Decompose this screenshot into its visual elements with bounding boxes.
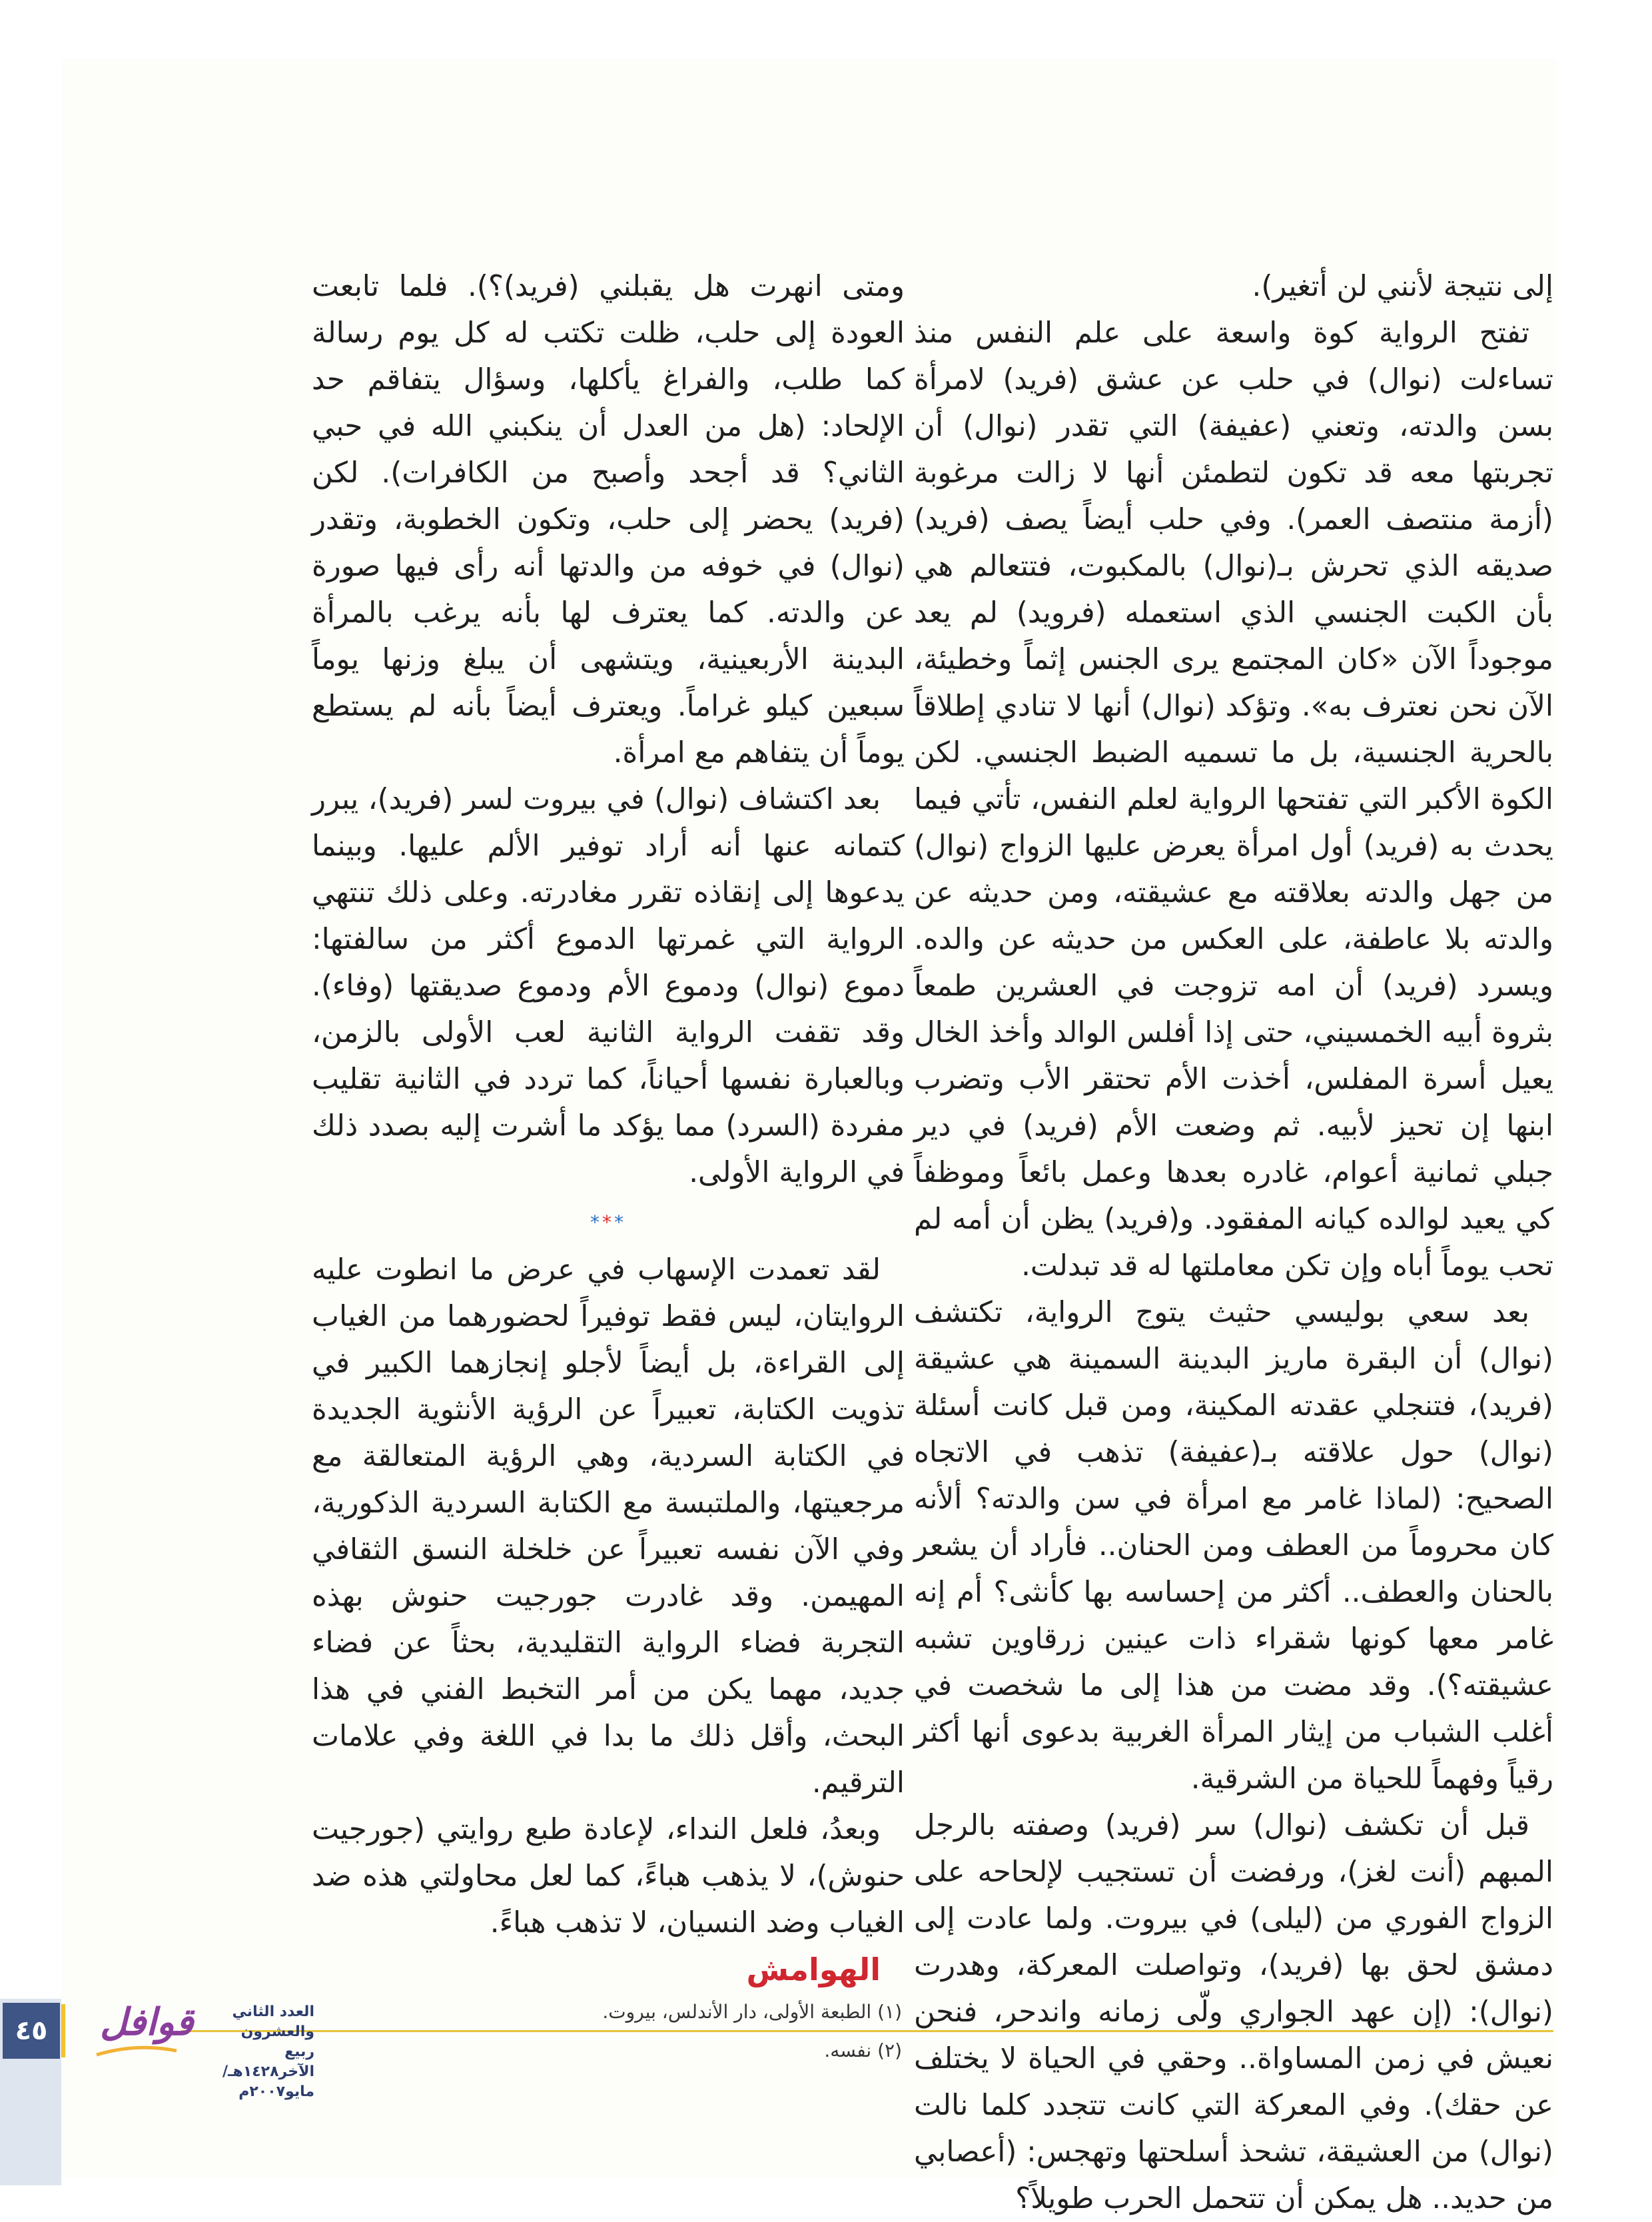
note-item: (٢) نفسه. bbox=[824, 2039, 902, 2061]
paragraph: لقد تعمدت الإسهاب في عرض ما انطوت عليه الروايتان، ليس فقط توفيراً لحضورهما من الغياب إلى القراءة، بل أيضاً لأجلو إنجازهما الكبير في تذويت الكتابة، تعبيراً عن الرؤية الأنثوية الجديدة في الكتابة السردية، وهي الرؤية المتعالقة مع مرجعيتها، والملتبسة مع الكتابة السردية الذكورية، وفي الآن نفسه تعبيراً عن خلخلة النسق الثقافي المهيمن. وقد غادرت جورجيت حنوش بهذه التجربة فضاء الرواية التقليدية، بحثاً عن فضاء جديد، مهما يكن من أمر التخبط الفني في هذا البحث، وأقل ذلك ما بدا في اللغة وفي علامات الترقيم. bbox=[312, 1253, 905, 1800]
star-icon: * bbox=[614, 1211, 626, 1233]
note-item: (١) الطبعة الأولى، دار الأندلس، بيروت. bbox=[602, 2001, 902, 2023]
logo-swoosh-icon bbox=[93, 2041, 180, 2061]
footer-rule bbox=[181, 2030, 1553, 2032]
page-number: ٤٥ bbox=[3, 2003, 60, 2059]
paragraph: وبعدُ، فلعل النداء، لإعادة طبع روايتي (جورجيت حنوش)، لا يذهب هباءً، كما لعل محاولتي هذه ضد الغياب وضد النسيان، لا تذهب هباءً. bbox=[312, 1813, 905, 1940]
paragraph: بعد سعي بوليسي حثيث يتوج الرواية، تكتشف (نوال) أن البقرة ماريز البدينة السمينة هي عشيقة (فريد)، فتنجلي عقدته المكينة، ومن قبل كانت أسئلة (نوال) حول علاقته بـ(عفيفة) تذهب في الاتجاه الصحيح: (لماذا غامر مع امرأة في سن والدته؟ ألأنه كان محروماً من العطف ومن الحنان.. فأراد أن يشعر بالحنان والعطف.. أكثر من إحساسه بها كأنثى؟ أم إنه غامر معها كونها شقراء ذات عينين زرقاوين تشبه عشيقته؟). وقد مضت من هذا إلى ما شخصت في أغلب الشباب من إيثار المرأة الغربية بدعوى أنها أكثر رقياً وفهماً للحياة من الشرقية. bbox=[914, 1296, 1553, 1796]
issue-date: ربيع الآخر١٤٢٨هـ/مايو٢٠٠٧م bbox=[222, 2043, 314, 2100]
paragraph: ومتى انهرت هل يقبلني (فريد)؟). فلما تابعت العودة إلى حلب، ظلت تكتب له كل يوم رسالة كما طلب، والفراغ يأكلها، وسؤال يتفاقم حد الإلحاد: (هل من العدل أن ينكبني الله في حبي الثاني؟ قد أجحد وأصبح من الكافرات). لكن (فريد) يحضر إلى حلب، وتكون الخطوبة، وتقدر (نوال) في خوفه من والدتها أنه رأى فيها صورة عن والدته. كما يعترف لها بأنه يرغب بالمرأة البدينة الأربعينية، ويتشهى أن يبلغ وزنها يوماً سبعين كيلو غراماً. ويعترف أيضاً بأنه لم يستطع يوماً أن يتفاهم مع امرأة. bbox=[312, 270, 905, 770]
footer-accent bbox=[61, 2004, 65, 2057]
paragraph: بعد اكتشاف (نوال) في بيروت لسر (فريد)، يبرر كتمانه عنها أنه أراد توفير الألم عليها. وبينما يدعوها إلى إنقاذه تقرر مغادرته. وعلى ذلك تنتهي الرواية التي غمرتها الدموع أكثر من سالفتها: دموع (نوال) ودموع الأم ودموع صديقتها (وفاء). وقد تقفت الرواية الثانية لعب الأولى بالزمن، وبالعبارة نفسها أحياناً، كما تردد في الثانية تقليب مفردة (السرد) مما يؤكد ما أشرت إليه بصدد ذلك في الرواية الأولى. bbox=[312, 783, 905, 1189]
issue-number: العدد الثاني والعشرون bbox=[232, 2003, 314, 2040]
section-separator bbox=[312, 1201, 905, 1244]
paragraph: تفتح الرواية كوة واسعة على علم النفس منذ تساءلت (نوال) في حلب عن عشق (فريد) لامرأة بسن والدته، وتعني (عفيفة) التي تقدر (نوال) أن تجربتها معه قد تكون لتطمئن أنها لا زالت مرغوبة (أزمة منتصف العمر). وفي حلب أيضاً يصف (فريد) صديقه الذي تحرش بـ(نوال) بالمكبوت، فتتعالم هي بأن الكبت الجنسي الذي استعمله (فرويد) لم يعد موجوداً الآن «كان المجتمع يرى الجنس إثماً وخطيئة، الآن نحن نعترف به». وتؤكد (نوال) أنها لا تنادي إطلاقاً بالحرية الجنسية، بل ما تسميه الضبط الجنسي. لكن الكوة الأكبر التي تفتحها الرواية لعلم النفس، تأتي فيما يحدث به (فريد) أول امرأة يعرض عليها الزواج (نوال) من جهل والدته بعلاقته مع عشيقته، ومن حديثه عن والدته بلا عاطفة، على العكس من حديثه عن والده. ويسرد (فريد) أن امه تزوجت في العشرين طمعاً بثروة أبيه الخمسيني، حتى إذا أفلس الوالد وأخذ الخال يعيل أسرة المفلس، أخذت الأم تحتقر الأب وتضرب ابنها إن تحيز لأبيه. ثم وضعت الأم (فريد) في دير جبلي ثمانية أعوام، غادره بعدها وعمل بائعاً وموظفاً كي يعيد لوالده كيانه المفقود. و(فريد) يظن أن أمه لم تحب يوماً أباه وإن تكن معاملتها له قد تبدلت. bbox=[914, 316, 1553, 1283]
magazine-logo: قوافل bbox=[100, 2000, 194, 2044]
star-icon: * bbox=[602, 1211, 614, 1233]
notes-title: الهوامش bbox=[746, 1951, 881, 1987]
issue-info bbox=[188, 2002, 314, 2102]
left-column bbox=[312, 263, 905, 2070]
paragraph: قبل أن تكشف (نوال) سر (فريد) وصفته بالرجل المبهم (أنت لغز)، ورفضت أن تستجيب لإلحاحه على الزواج الفوري من (ليلى) في بيروت. ولما عادت إلى دمشق لحق بها (فريد)، وتواصلت المعركة، وهدرت (نوال): (إن عهد الجواري ولّى زمانه واندحر، فنحن نعيش في زمن المساواة.. وحقي في الحياة لا يختلف عن حقك). وفي المعركة التي كانت تتجدد كلما نالت (نوال) من العشيقة، تشحذ أسلحتها وتهجس: (أعصابي من حديد.. هل يمكن أن تتحمل الحرب طويلاً؟ bbox=[914, 1809, 1553, 2215]
star-icon: * bbox=[590, 1211, 602, 1233]
right-column bbox=[914, 263, 1553, 2222]
paragraph: إلى نتيجة لأنني لن أتغير). bbox=[1252, 270, 1553, 303]
separator-stars bbox=[590, 1211, 626, 1233]
